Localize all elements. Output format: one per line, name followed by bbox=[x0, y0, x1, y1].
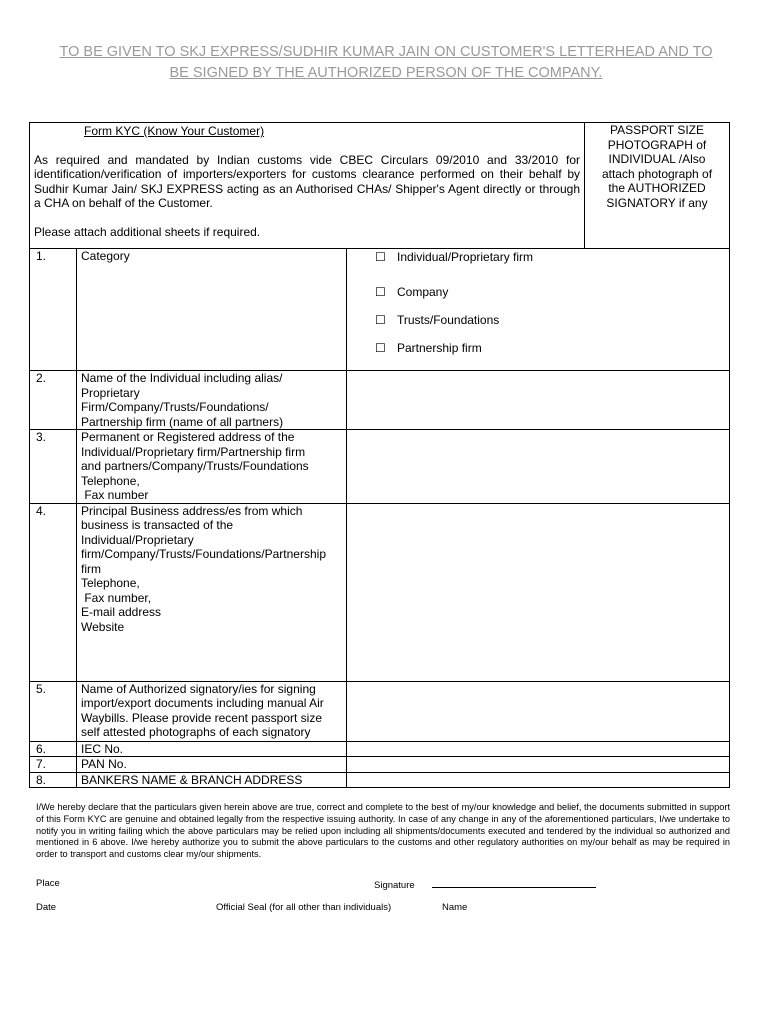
row-label-line: IEC No. bbox=[81, 741, 124, 756]
checkbox-icon[interactable]: ☐ bbox=[375, 340, 386, 355]
row-number: 1. bbox=[30, 249, 77, 371]
row-label-line: self attested photographs of each signatory bbox=[81, 725, 311, 739]
row-label-line: business is transacted of the bbox=[81, 518, 234, 532]
option-label: Individual/Proprietary firm bbox=[397, 249, 534, 264]
row-label-line: firm/Company/Trusts/Foundations/Partnership bbox=[81, 547, 326, 561]
kyc-form bbox=[29, 122, 729, 788]
row-label-line: Name of Authorized signatory/ies for signing bbox=[81, 681, 316, 696]
kyc-form-table bbox=[29, 122, 730, 788]
option-label: Trusts/Foundations bbox=[397, 312, 500, 327]
table-row bbox=[30, 503, 730, 681]
row-label-line: Name of the Individual including alias/ bbox=[81, 371, 283, 385]
category-option-individual[interactable] bbox=[375, 250, 729, 264]
photo-box-line: PASSPORT SIZE bbox=[609, 123, 705, 137]
business-address-value-field[interactable] bbox=[347, 503, 730, 681]
row-label-line: Telephone, bbox=[81, 473, 140, 488]
row-label-line: PAN No. bbox=[81, 757, 127, 771]
category-option-company[interactable] bbox=[375, 278, 729, 306]
signature-line[interactable] bbox=[432, 878, 596, 888]
table-row bbox=[30, 430, 730, 504]
row-number: 2. bbox=[30, 371, 77, 430]
option-label: Partnership firm bbox=[397, 340, 482, 355]
signatory-value-field[interactable] bbox=[347, 681, 730, 741]
table-row bbox=[30, 772, 730, 788]
date-label: Date bbox=[36, 902, 57, 913]
iec-value-field[interactable] bbox=[347, 741, 730, 757]
row-label-line: Waybills. Please provide recent passport size bbox=[81, 710, 322, 725]
row-label-line: BANKERS NAME & BRANCH ADDRESS bbox=[81, 772, 303, 787]
row-label-line: Fax number bbox=[81, 488, 149, 502]
header-line-2: BE SIGNED BY THE AUTHORIZED PERSON OF THE COMPANY. bbox=[169, 65, 603, 81]
form-intro: As required and mandated by Indian customs vide CBEC Circulars 09/2010 and 33/2010 for identification/verification of importers/exporters for customs clearance performed on their behalf by Sudhir Kumar Jain/ SKJ EXPRESS acting as an Authorised CHAs/ Shipper's Agent directly or through a CHA on behalf of the Customer. bbox=[34, 152, 580, 210]
row-label-line: Telephone, bbox=[81, 576, 140, 590]
row-label-line: firm bbox=[81, 561, 101, 576]
checkbox-icon[interactable]: ☐ bbox=[375, 312, 386, 327]
row-label-line: Website bbox=[81, 619, 125, 634]
place-label: Place bbox=[36, 878, 60, 889]
photo-box-line: INDIVIDUAL /Also bbox=[608, 152, 706, 166]
checkbox-icon[interactable]: ☐ bbox=[375, 284, 386, 299]
row-label-line: import/export documents including manual Air bbox=[81, 696, 324, 710]
category-option-partnership[interactable] bbox=[375, 334, 729, 362]
option-label: Company bbox=[397, 284, 449, 299]
name-label: Name bbox=[442, 902, 468, 913]
row-label-line: Principal Business address/es from which bbox=[81, 503, 303, 518]
row-label bbox=[77, 741, 347, 757]
table-row bbox=[30, 681, 730, 741]
intro-cell bbox=[30, 123, 585, 249]
row-number: 4. bbox=[30, 503, 77, 681]
signature-block bbox=[374, 878, 596, 891]
photo-box-line: the AUTHORIZED bbox=[608, 181, 706, 195]
row-label-line: Individual/Proprietary firm/Partnership firm bbox=[81, 444, 306, 459]
row-number: 3. bbox=[30, 430, 77, 504]
name-value-field[interactable] bbox=[347, 371, 730, 430]
row-label bbox=[77, 503, 347, 681]
photo-box bbox=[585, 123, 730, 249]
table-row bbox=[30, 371, 730, 430]
checkbox-icon[interactable]: ☐ bbox=[375, 249, 386, 264]
form-title: Form KYC (Know Your Customer) bbox=[84, 124, 265, 138]
photo-box-line: SIGNATORY if any bbox=[606, 195, 708, 210]
category-options bbox=[347, 249, 730, 371]
row-label-line: and partners/Company/Trusts/Foundations bbox=[81, 459, 309, 473]
row-label bbox=[77, 681, 347, 741]
official-seal-label: Official Seal (for all other than individuals) bbox=[216, 902, 392, 913]
declaration-text: I/We hereby declare that the particulars given herein above are true, correct and complete to the best of my/our knowledge and belief, the documents submitted in support of this Form KYC are genuine and obtained legally from the respective issuing authority. In case of any change in any of the aforementioned particulars, I/we undertake to notify you in writing failing which the above particulars may be relied upon including all shipments/documents executed and tendered by the individual so authorized and mentioned in 6 above. I/we hereby authorize you to submit the above particulars to the customs and other regulatory authorities on my/our behalf as may be required in order to transport and customs clear my/our shipments. bbox=[36, 802, 730, 860]
row-label-line: Proprietary bbox=[81, 385, 140, 400]
row-label-line: Partnership firm (name of all partners) bbox=[81, 414, 284, 429]
row-label-line: Category bbox=[81, 249, 130, 263]
row-label-line: E-mail address bbox=[81, 605, 162, 619]
category-option-trusts[interactable] bbox=[375, 306, 729, 334]
row-label-line: Permanent or Registered address of the bbox=[81, 430, 295, 444]
row-label-line: Individual/Proprietary bbox=[81, 532, 194, 547]
table-row bbox=[30, 741, 730, 757]
photo-box-line: PHOTOGRAPH of bbox=[607, 137, 707, 152]
address-value-field[interactable] bbox=[347, 430, 730, 504]
row-label bbox=[77, 772, 347, 788]
row-number: 7. bbox=[30, 757, 77, 773]
header-instruction bbox=[30, 42, 742, 84]
row-label-line: Fax number, bbox=[81, 590, 152, 605]
row-label-line: Firm/Company/Trusts/Foundations/ bbox=[81, 400, 269, 414]
intro-row bbox=[30, 123, 730, 249]
table-row bbox=[30, 249, 730, 371]
header-line-1: TO BE GIVEN TO SKJ EXPRESS/SUDHIR KUMAR JAIN ON CUSTOMER'S LETTERHEAD AND TO bbox=[59, 44, 713, 60]
row-number: 5. bbox=[30, 681, 77, 741]
pan-value-field[interactable] bbox=[347, 757, 730, 773]
row-label bbox=[77, 371, 347, 430]
row-label bbox=[77, 249, 347, 371]
row-number: 6. bbox=[30, 741, 77, 757]
form-note: Please attach additional sheets if required. bbox=[34, 224, 261, 239]
table-row bbox=[30, 757, 730, 773]
row-number: 8. bbox=[30, 772, 77, 788]
row-label bbox=[77, 430, 347, 504]
photo-box-line: attach photograph of bbox=[601, 166, 713, 181]
bankers-value-field[interactable] bbox=[347, 772, 730, 788]
signature-label: Signature bbox=[374, 880, 415, 891]
row-label bbox=[77, 757, 347, 773]
